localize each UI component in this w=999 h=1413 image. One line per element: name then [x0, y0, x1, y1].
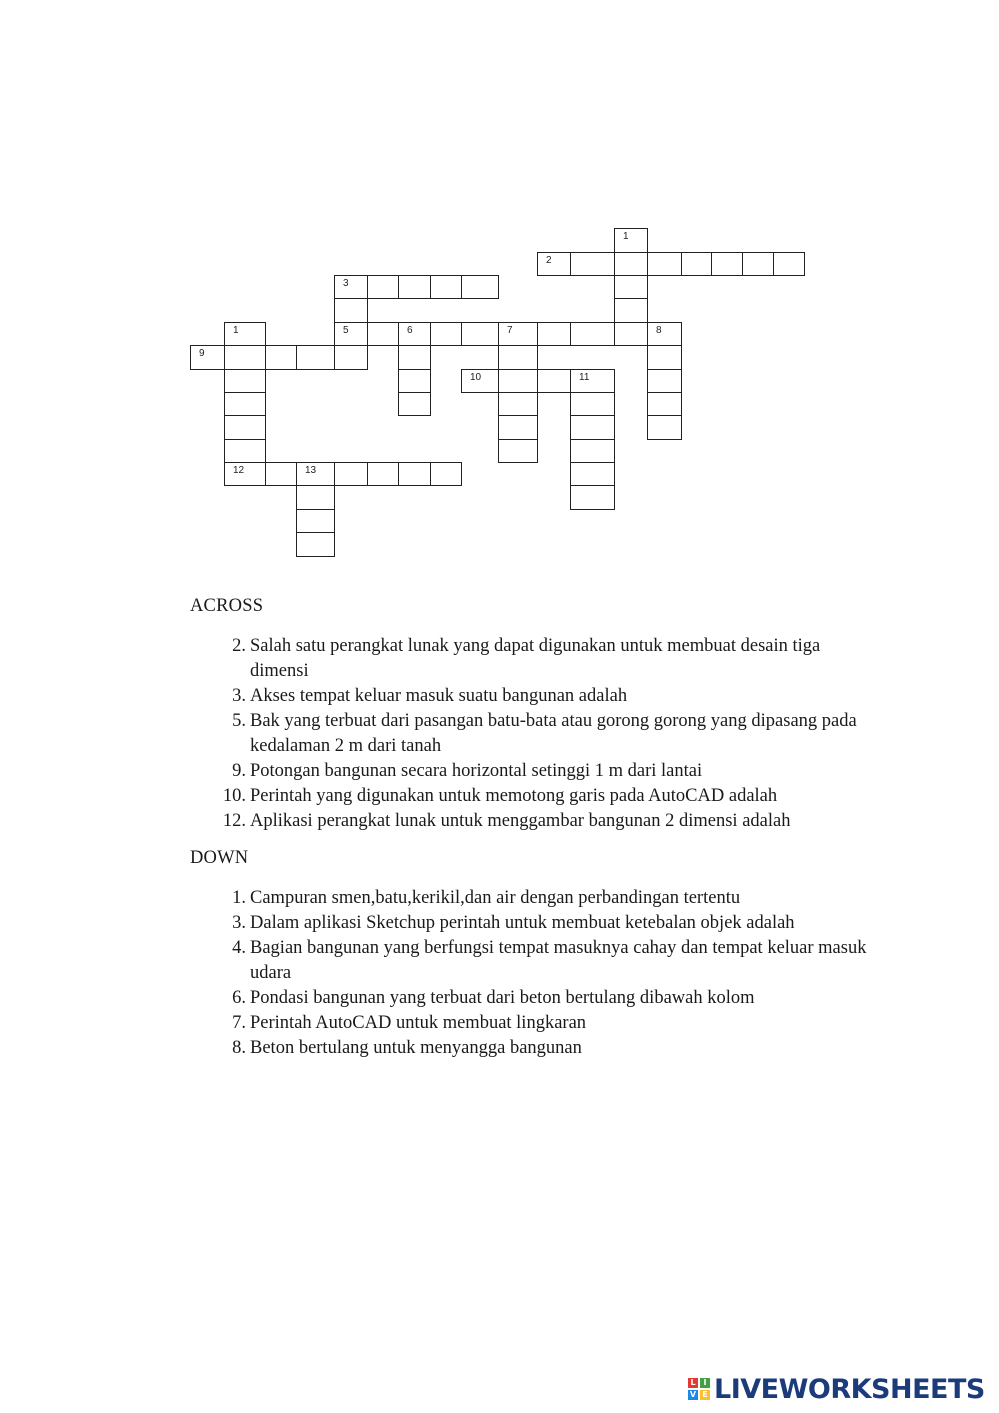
crossword-cell[interactable] — [570, 439, 615, 463]
crossword-cell[interactable] — [570, 485, 615, 510]
crossword-cell[interactable] — [773, 252, 805, 276]
crossword-cell[interactable] — [647, 345, 682, 370]
crossword-cell[interactable] — [681, 252, 712, 276]
crossword-cell[interactable] — [398, 345, 431, 370]
across-clue — [190, 709, 870, 759]
crossword-cell[interactable] — [647, 369, 682, 393]
clue-number-label: 10 — [470, 372, 482, 383]
clue-number: 8. — [232, 1038, 246, 1058]
liveworksheets-logo[interactable] — [688, 1374, 985, 1404]
crossword-cell[interactable] — [430, 275, 462, 299]
crossword-cell[interactable] — [498, 322, 538, 346]
crossword-cell[interactable] — [334, 275, 368, 299]
clue-number: 7. — [232, 1013, 246, 1033]
clue-text: Bagian bangunan yang berfungsi tempat masuknya cahay dan tempat keluar masuk udara — [250, 938, 867, 983]
crossword-cell[interactable] — [647, 322, 682, 346]
crossword-cell[interactable] — [537, 252, 571, 276]
clue-number-label: 12 — [233, 465, 245, 476]
clue-number-label: 13 — [305, 465, 317, 476]
clue-text: Campuran smen,batu,kerikil,dan air dengan perbandingan tertentu — [250, 888, 741, 908]
down-clue — [190, 986, 870, 1011]
crossword-cell[interactable] — [367, 462, 399, 486]
clue-text: Aplikasi perangkat lunak untuk menggambar bangunan 2 dimensi adalah — [250, 811, 791, 831]
clue-number: 10. — [222, 786, 246, 806]
across-clue — [190, 784, 870, 809]
brand-text: LIVEWORKSHEETS — [714, 1373, 985, 1405]
crossword-cell[interactable] — [430, 462, 462, 486]
clue-number: 9. — [232, 761, 246, 781]
crossword-cell[interactable] — [398, 369, 431, 393]
across-heading: ACROSS — [190, 596, 264, 616]
crossword-cell[interactable] — [498, 369, 538, 393]
across-clue — [190, 759, 870, 784]
crossword-cell[interactable] — [398, 275, 431, 299]
logo-mark-tile: L — [688, 1378, 698, 1388]
crossword-cell[interactable] — [296, 485, 335, 510]
crossword-cell[interactable] — [711, 252, 743, 276]
clue-text: Bak yang terbuat dari pasangan batu-bata atau gorong gorong yang dipasang pada kedalaman 2 m dari tanah — [250, 711, 857, 756]
clue-number-label: 2 — [546, 255, 552, 266]
clue-number: 4. — [232, 938, 246, 958]
crossword-cell[interactable] — [224, 439, 266, 463]
down-heading: DOWN — [190, 848, 249, 868]
crossword-cell[interactable] — [296, 532, 335, 557]
down-clue — [190, 886, 870, 911]
clue-number: 2. — [232, 636, 246, 656]
down-clue — [190, 1011, 870, 1036]
crossword-cell[interactable] — [461, 275, 499, 299]
crossword-cell[interactable] — [498, 439, 538, 463]
clue-number-label: 8 — [656, 325, 662, 336]
clue-text: Dalam aplikasi Sketchup perintah untuk membuat ketebalan objek adalah — [250, 913, 795, 933]
crossword-grid — [0, 0, 999, 600]
crossword-cell[interactable] — [570, 415, 615, 440]
crossword-cell[interactable] — [398, 462, 431, 486]
liveworksheets-mark-icon — [688, 1378, 710, 1400]
crossword-cell[interactable] — [498, 345, 538, 370]
clue-number-label: 7 — [507, 325, 513, 336]
down-clue — [190, 936, 870, 986]
crossword-cell[interactable] — [367, 275, 399, 299]
crossword-cell[interactable] — [570, 252, 615, 276]
crossword-cell[interactable] — [614, 275, 648, 299]
clue-number-label: 3 — [343, 278, 349, 289]
clue-text: Potongan bangunan secara horizontal setinggi 1 m dari lantai — [250, 761, 703, 781]
down-clue — [190, 1036, 870, 1061]
clue-number-label: 1 — [233, 325, 239, 336]
crossword-cell[interactable] — [537, 322, 571, 346]
clue-number-label: 6 — [407, 325, 413, 336]
down-clue — [190, 911, 870, 936]
logo-mark-tile: I — [700, 1378, 710, 1388]
crossword-cell[interactable] — [430, 322, 462, 346]
crossword-cell[interactable] — [570, 392, 615, 416]
clue-number: 1. — [232, 888, 246, 908]
crossword-cell[interactable] — [367, 322, 399, 346]
crossword-cell[interactable] — [334, 322, 368, 346]
crossword-cell[interactable] — [647, 392, 682, 416]
clue-number: 5. — [232, 711, 246, 731]
crossword-cell[interactable] — [398, 392, 431, 416]
crossword-cell[interactable] — [334, 345, 368, 370]
clue-number: 6. — [232, 988, 246, 1008]
crossword-cell[interactable] — [614, 228, 648, 253]
clue-text: Perintah yang digunakan untuk memotong garis pada AutoCAD adalah — [250, 786, 778, 806]
clue-number: 3. — [232, 913, 246, 933]
clue-number: 3. — [232, 686, 246, 706]
crossword-cell[interactable] — [742, 252, 774, 276]
across-clue — [190, 809, 870, 834]
crossword-cell[interactable] — [265, 462, 297, 486]
crossword-cell[interactable] — [614, 252, 648, 276]
crossword-cell[interactable] — [224, 322, 266, 346]
clue-text: Salah satu perangkat lunak yang dapat digunakan untuk membuat desain tiga dimensi — [250, 636, 821, 681]
crossword-cell[interactable] — [296, 509, 335, 533]
across-clue-list — [190, 634, 870, 834]
crossword-cell[interactable] — [398, 322, 431, 346]
crossword-cell[interactable] — [570, 462, 615, 486]
crossword-cell[interactable] — [647, 415, 682, 440]
clue-text: Pondasi bangunan yang terbuat dari beton bertulang dibawah kolom — [250, 988, 755, 1008]
crossword-cell[interactable] — [296, 345, 335, 370]
clue-text: Akses tempat keluar masuk suatu bangunan adalah — [250, 686, 628, 706]
crossword-cell[interactable] — [498, 415, 538, 440]
crossword-cell[interactable] — [224, 462, 266, 486]
crossword-cell[interactable] — [537, 369, 571, 393]
crossword-cell[interactable] — [498, 392, 538, 416]
clue-number-label: 11 — [579, 372, 590, 383]
clue-text: Perintah AutoCAD untuk membuat lingkaran — [250, 1013, 587, 1033]
crossword-cell[interactable] — [570, 322, 615, 346]
crossword-cell[interactable] — [334, 298, 368, 323]
clue-text: Beton bertulang untuk menyangga bangunan — [250, 1038, 582, 1058]
clue-number-label: 5 — [343, 325, 349, 336]
crossword-cell[interactable] — [614, 322, 648, 346]
down-clue-list — [190, 886, 870, 1061]
crossword-cell[interactable] — [334, 462, 368, 486]
crossword-cell[interactable] — [461, 322, 499, 346]
crossword-cell[interactable] — [570, 369, 615, 393]
clue-number-label: 1 — [623, 231, 629, 242]
clue-number: 12. — [222, 811, 246, 831]
logo-mark-tile: E — [700, 1390, 710, 1400]
crossword-cell[interactable] — [224, 415, 266, 440]
crossword-cell[interactable] — [224, 345, 266, 370]
logo-mark-tile: V — [689, 1390, 697, 1399]
clue-number-label: 9 — [199, 348, 205, 359]
crossword-cell[interactable] — [190, 345, 225, 370]
across-clue — [190, 684, 870, 709]
crossword-cell[interactable] — [647, 252, 682, 276]
crossword-cell[interactable] — [614, 298, 648, 323]
crossword-cell[interactable] — [224, 392, 266, 416]
crossword-cell[interactable] — [265, 345, 297, 370]
crossword-cell[interactable] — [224, 369, 266, 393]
across-clue — [190, 634, 870, 684]
